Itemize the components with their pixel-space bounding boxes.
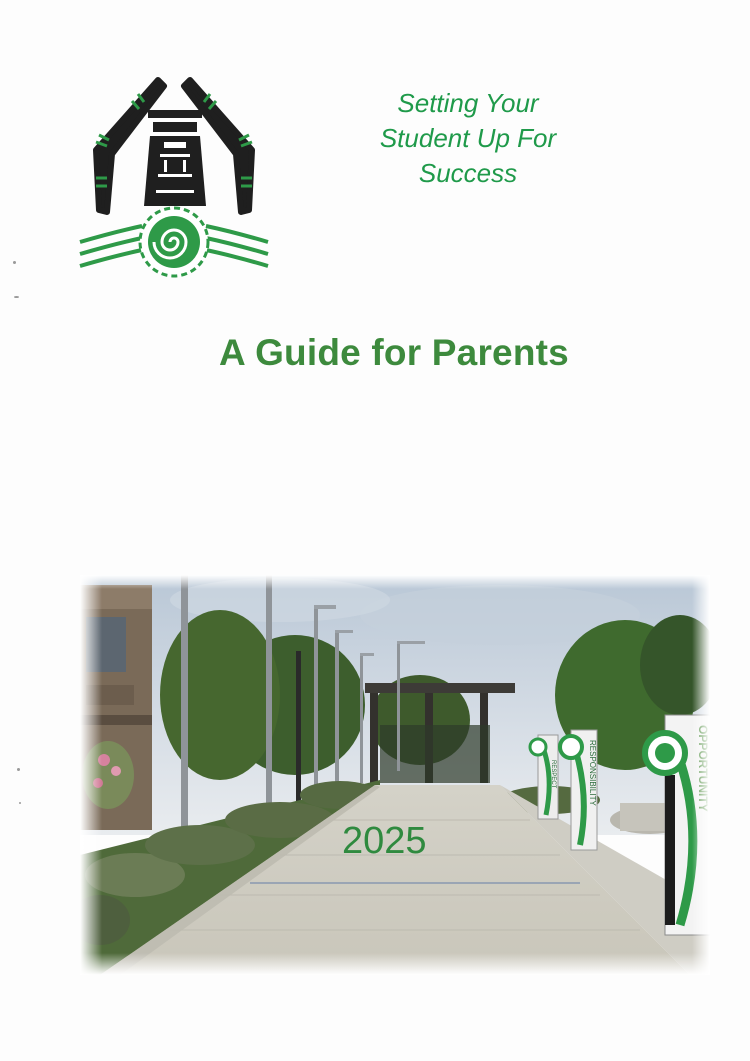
sign-word: RESPONSIBILITY: [588, 740, 597, 806]
scan-speck: [19, 802, 21, 804]
tagline-line: Setting Your: [397, 88, 539, 118]
scan-speck: [17, 768, 20, 771]
cover-photo: [80, 575, 710, 975]
scan-speck: [13, 261, 16, 264]
sign-word: RESPECT: [550, 760, 556, 789]
school-crest-logo-icon: [74, 70, 274, 282]
year-label: 2025: [342, 820, 427, 862]
tagline-line: Student Up For: [379, 123, 557, 153]
tagline-line: Success: [418, 158, 518, 188]
page-title: A Guide for Parents: [219, 332, 569, 373]
tagline: [348, 86, 588, 191]
scan-speck: [14, 296, 19, 298]
